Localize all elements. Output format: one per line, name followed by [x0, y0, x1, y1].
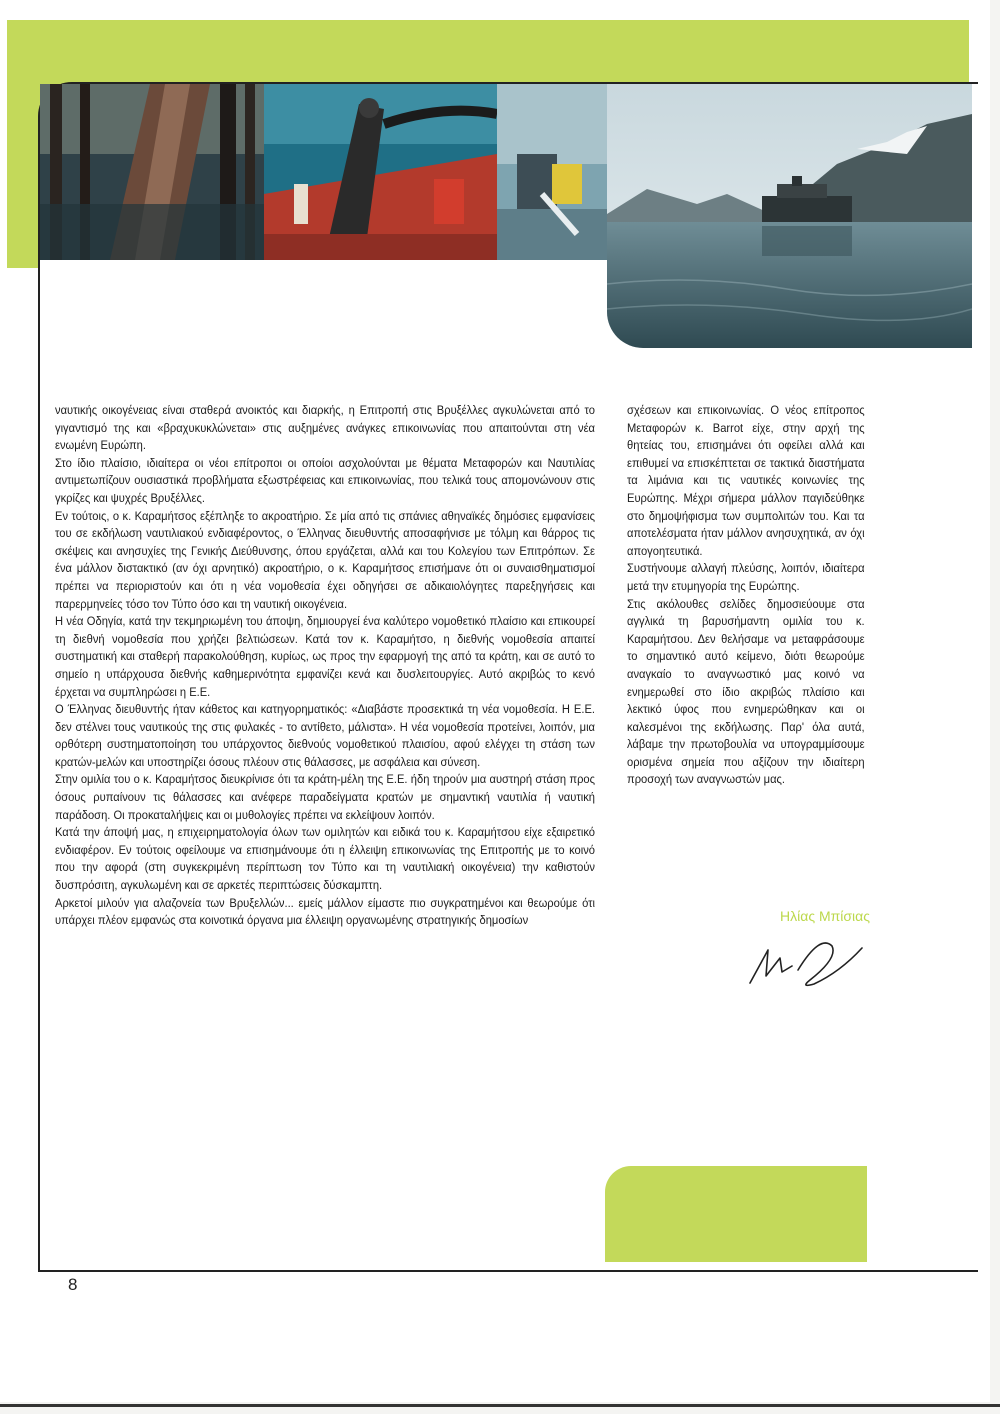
article-paragraph: Κατά την άποψή μας, η επιχειρηματολογία όλων των ομιλητών και ειδικά του κ. Καραμήτσου είχε εξαιρετικό ενδιαφέρον. Εν τούτοις οφείλουμε να επισημάνουμε ότι η έλλειψη επικοινωνίας της Επιτροπής με το κοινό που την αφορά (στη συγκεκριμένη περίπτωση τον Τύπο και τη ναυτιλιακή οικογένεια) την καθιστούν δυσπρόσιτη, αγκυλωμένη και σε αρκετές περιπτώσεις δύσκαμπτη. — [55, 825, 595, 893]
article-paragraph: Η νέα Οδηγία, κατά την τεκμηριωμένη του άποψη, δημιουργεί ένα καλύτερο νομοθετικό πλαίσιο και επικουρεί τη διεθνή νομοθεσία που χρήζει βελτιώσεων. Κατά τον κ. Καραμήτσο, η διεθνής νομοθεσία απαιτεί συστηματική και σταθερή παρακολούθηση, κυρίως, ως προς την εφαρμογή της από τα κράτη, και σε αυτό το σημείο η υπάρχουσα διεθνής καθημερινότητα εμφανίζει κενά και δυσλειτουργίες. Αυτό ακριβώς το κενό έρχεται να συμπληρώσει η Ε.Ε. — [55, 614, 595, 699]
pier-pylons-photo-icon — [40, 84, 264, 260]
article-right-column — [627, 402, 865, 789]
ship-in-fjord-photo-icon — [607, 84, 972, 348]
article-paragraph: Στην ομιλία του ο κ. Καραμήτσος διευκρίνισε ότι τα κράτη-μέλη της Ε.Ε. ήδη τηρούν μια αυστηρή στάση προς όσους ρυπαίνουν τις θάλασσες και ανέφερε παραδείγματα κρατών με σημαντική ναυτιλία ή ναυτική παράδοση. Οι προκαταλήψεις και οι μυθολογίες πρέπει να εκλείψουν λοιπόν. — [55, 772, 595, 822]
industrial-equipment-photo-icon — [497, 84, 607, 260]
oil-response-vessel-photo-icon — [264, 84, 497, 260]
article-left-column — [55, 402, 595, 930]
article-paragraph: Στο ίδιο πλαίσιο, ιδιαίτερα οι νέοι επίτροποι οι οποίοι ασχολούνται με θέματα Μεταφορών και Ναυτιλίας αντιμετωπίζουν ουσιαστικά προβλήματα εξωστρέφειας και επικοινωνίας, που τελικά τους απομονώνουν στις γκρίζες και ψυχρές Βρυξέλλες. — [55, 455, 595, 505]
article-paragraph: Στις ακόλουθες σελίδες δημοσιεύουμε στα αγγλικά τη βαρυσήμαντη ομιλία του κ. Καραμήτσου. Δεν θελήσαμε να μεταφράσουμε το σημαντικό αυτό κείμενο, διότι θεωρούμε αναγκαίο το αναγνωστικό μας κοινό να ενημερωθεί στο ίδιο ακριβώς πλαίσιο και λεκτικό ύφος που ενημερώθηκαν και οι καλεσμένοι της εκδήλωσης. Παρ' όλα αυτά, λάβαμε την πρωτοβουλία να υπογραμμίσουμε ορισμένα σημεία που αξίζουν την ιδιαίτερη προσοχή των αναγνωστών μας. — [627, 596, 865, 787]
article-paragraph: Ο Έλληνας διευθυντής ήταν κάθετος και κατηγορηματικός: «Διαβάστε προσεκτικά τη νέα νομοθεσία. Η Ε.Ε. δεν στέλνει τους ναυτικούς της στις φυλακές - το αντίθετο, μάλιστα». Η νέα νομοθεσία προτείνει, λοιπόν, μια ορθότερη συστηματοποίηση του υπάρχοντος διεθνούς νομοθετικού πλαισίου, αφού ελέγχει τη στάση των κρατών-μελών και υποστηρίζει όσους πλέουν στις θάλασσες, με ασφάλεια και σύνεση. — [55, 702, 595, 769]
page-number: 8 — [68, 1275, 78, 1294]
bottom-accent-block — [605, 1166, 867, 1262]
signature-block — [740, 908, 870, 998]
article-paragraph: Αρκετοί μιλούν για αλαζονεία των Βρυξελλών... εμείς μάλλον είμαστε πιο συγκρατημένοι και θεωρούμε ότι υπάρχει πλέον εμφανώς στα κοινοτικά όργανα μια έλλειψη οργανωμένης στρατηγικής δημοσίων — [55, 895, 595, 928]
article-paragraph: σχέσεων και επικοινωνίας. Ο νέος επίτροπος Μεταφορών κ. Barrot είχε, στην αρχή της θητείας του, επισημάνει ότι οφείλει αλλά και επιθυμεί να επισκέπτεται σε τακτικά διαστήματα τα λιμάνια και τις ναυτικές κοινωνίες της Ευρώπης. Μέχρι σήμερα μάλλον παγιδεύθηκε στο δημοψήφισμα των συμπολιτών του. Και τα αποτελέσματα ήταν μάλλον ανησυχητικά, αν όχι απογοητευτικά. — [627, 403, 865, 558]
article-paragraph: Συστήνουμε αλλαγή πλεύσης, λοιπόν, ιδιαίτερα μετά την ετυμηγορία της Ευρώπης. — [627, 561, 865, 593]
article-paragraph: ναυτικής οικογένειας είναι σταθερά ανοικτός και διαρκής, η Επιτροπή στις Βρυξέλλες αγκυλώνεται από το γιγαντισμό της και «βραχυκυκλώνεται» στις αυξημένες ανάγκες επικοινωνίας που απαιτούνται στη νέα ενωμένη Ευρώπη. — [55, 403, 595, 453]
article-paragraph: Εν τούτοις, ο κ. Καραμήτσος εξέπληξε το ακροατήριο. Σε μία από τις σπάνιες αθηναϊκές δημόσιες εμφανίσεις του σε εκδήλωση ναυτιλιακού ενδιαφέροντος, ο Έλληνας διευθυντής αποσαφήνισε με τόλμη και θάρρος τις σκέψεις και ανησυχίες της Γενικής Διεύθυνσης, όπου εργάζεται, αλλά και του Κολεγίου των Επιτρόπων. Σε ένα μάλλον διστακτικό (αν όχι αρνητικό) ακροατήριο, ο κ. Καραμήτσος επισήμανε ότι οι συναισθηματισμοί πρέπει να περιοριστούν και ότι η νέα νομοθεσία έχει οδηγήσει σε αδικαιολόγητες παρεξηγήσεις και παρερμηνείες τόσο τον Τύπο όσο και τη ναυτική οικογένεια. — [55, 508, 595, 611]
handwritten-signature-icon — [740, 928, 870, 998]
bottom-rule — [0, 1404, 1000, 1407]
signatory-name: Ηλίας Μπίσιας — [780, 908, 870, 924]
